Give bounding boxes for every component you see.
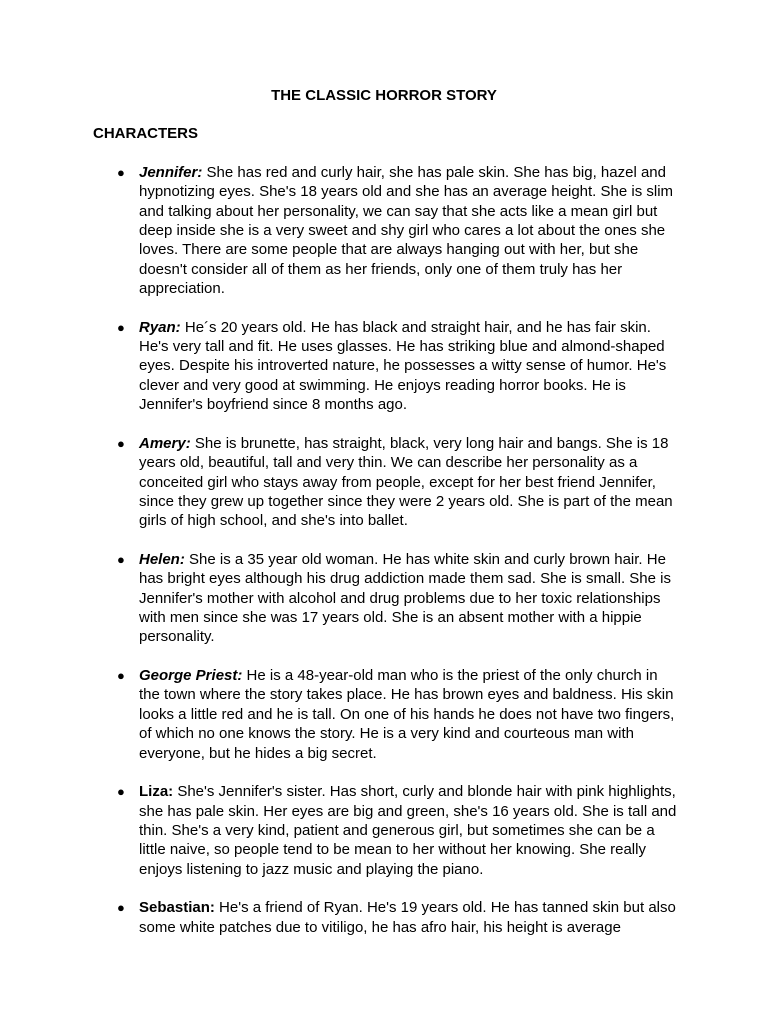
- character-item-liza: [117, 782, 679, 879]
- character-name: Sebastian:: [139, 899, 215, 917]
- character-name: Amery:: [139, 434, 191, 452]
- character-description: He´s 20 years old. He has black and straight hair, and he has fair skin. He's very tall and fit. He uses glasses. He has striking blue and almond-shaped eyes. Despite his introverted nature, he possesses a witty sense of humor. He's clever and very good at swimming. He enjoys reading horror books. He is Jennifer's boyfriend since 8 months ago.: [139, 318, 667, 414]
- character-description: She has red and curly hair, she has pale skin. She has big, hazel and hypnotizing eyes. She's 18 years old and she has an average height. She is slim and talking about her personality, we can say that she acts like a mean girl but deep inside she is a very sweet and shy girl who cares a lot about the ones she loves. There are some people that are always hanging out with her, but she doesn't consider all of them as her friends, only one of them truly has her appreciation.: [139, 164, 674, 298]
- character-item-george-priest: [117, 666, 679, 763]
- document-title: THE CLASSIC HORROR STORY: [271, 87, 497, 104]
- character-list: [0, 163, 679, 956]
- character-name: George Priest:: [139, 667, 243, 685]
- character-name: Helen:: [139, 551, 185, 569]
- character-item-amery: [117, 434, 679, 531]
- bullet-icon: ●: [117, 552, 125, 568]
- bullet-icon: ●: [117, 784, 125, 800]
- character-description: He's a friend of Ryan. He's 19 years old. He has tanned skin but also some white patches due to vitiligo, he has afro hair, his height is average: [139, 899, 676, 936]
- character-name: Liza:: [139, 783, 174, 801]
- character-description: She is a 35 year old woman. He has white skin and curly brown hair. He has bright eyes although his drug addiction made them sad. She is small. She is Jennifer's mother with alcohol and drug problems due to her toxic relationships with men since she was 17 years old. She is an absent mother with a hippie personality.: [139, 551, 671, 646]
- bullet-icon: ●: [117, 165, 125, 180]
- character-name: Ryan:: [139, 318, 181, 336]
- character-description: She is brunette, has straight, black, very long hair and bangs. She is 18 years old, beautiful, tall and very thin. We can describe her personality as a conceited girl who stays away from people, except for her best friend Jennifer, since they grew up together since they were 2 years old. She is part of the mean girls of high school, and she's into ballet.: [139, 434, 673, 530]
- bullet-icon: ●: [117, 319, 125, 335]
- bullet-icon: ●: [117, 900, 125, 916]
- character-item-jennifer: [117, 163, 679, 298]
- character-item-sebastian: [117, 898, 679, 937]
- bullet-icon: ●: [117, 668, 125, 684]
- character-description: He is a 48-year-old man who is the priest of the only church in the town where the story takes place. He has brown eyes and baldness. His skin looks a little red and he is tall. On one of his hands he does not have two fingers, of which no one knows the story. He is a very kind and courteous man with everyone, but he hides a big secret.: [139, 667, 675, 762]
- character-item-ryan: [117, 318, 679, 415]
- character-item-helen: [117, 550, 679, 647]
- character-description: She's Jennifer's sister. Has short, curly and blonde hair with pink highlights, she has pale skin. Her eyes are big and green, she's 16 years old. She is tall and thin. She's a very kind, patient and generous girl, but sometimes she can be a little naive, so people tend to be mean to her without her knowing. She really enjoys listening to jazz music and playing the piano.: [139, 783, 677, 878]
- section-heading-characters: CHARACTERS: [93, 125, 198, 142]
- character-name: Jennifer:: [139, 164, 203, 181]
- bullet-icon: ●: [117, 435, 125, 451]
